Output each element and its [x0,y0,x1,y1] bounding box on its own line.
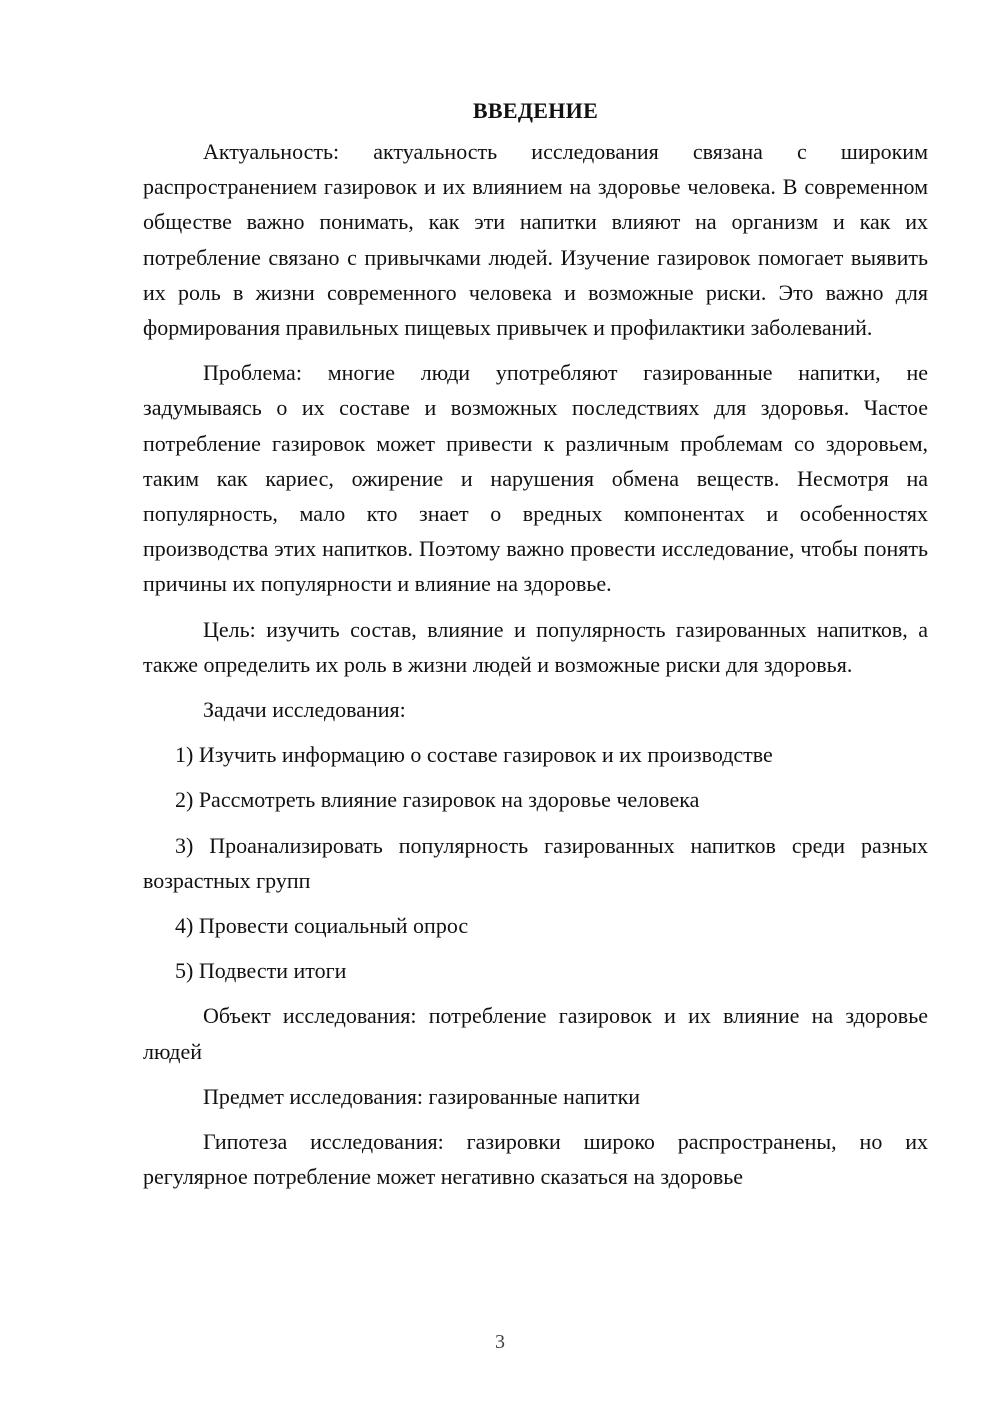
tasks-title: Задачи исследования: [203,697,406,723]
document-page [143,93,928,1204]
paragraph-object: Объект исследования: потребление газировок и их влияние на здоровье людей [143,1003,928,1064]
section-heading: ВВЕДЕНИЕ [472,98,599,123]
task-item-1: 1) Изучить информацию о составе газировок и их производстве [175,742,773,768]
page-number: 3 [495,1331,505,1353]
task-item-5: 5) Подвести итоги [175,958,347,984]
paragraph-hypothesis: Гипотеза исследования: газировки широко распространены, но их регулярное потребление может негативно сказаться на здоровье [143,1129,928,1190]
task-item-4: 4) Провести социальный опрос [175,913,469,939]
paragraph-goal: Цель: изучить состав, влияние и популярность газированных напитков, а также определить их роль в жизни людей и возможные риски для здоровья. [143,616,928,677]
task-item-3: 3) Проанализировать популярность газированных напитков среди разных возрастных групп [143,832,928,893]
task-item-2: 2) Рассмотреть влияние газировок на здоровье человека [175,787,700,813]
paragraph-problem: Проблема: многие люди употребляют газированные напитки, не задумываясь о их составе и возможных последствиях для здоровья. Частое потребление газировок может привести к различным проблемам со здоровьем, таким как кариес, ожирение и нарушения обмена веществ. Несмотря на популярность, мало кто знает о вредных компонентах и особенностях производства этих напитков. Поэтому важно провести исследование, чтобы понять причины их популярности и влияние на здоровье. [143,360,928,597]
paragraph-relevance: Актуальность: актуальность исследования связана с широким распространением газировок и их влиянием на здоровье человека. В современном обществе важно понимать, как эти напитки влияют на организм и как их потребление связано с привычками людей. Изучение газировок помогает выявить их роль в жизни современного человека и возможные риски. Это важно для формирования правильных пищевых привычек и профилактики заболеваний. [143,139,928,341]
paragraph-subject: Предмет исследования: газированные напитки [203,1083,641,1109]
